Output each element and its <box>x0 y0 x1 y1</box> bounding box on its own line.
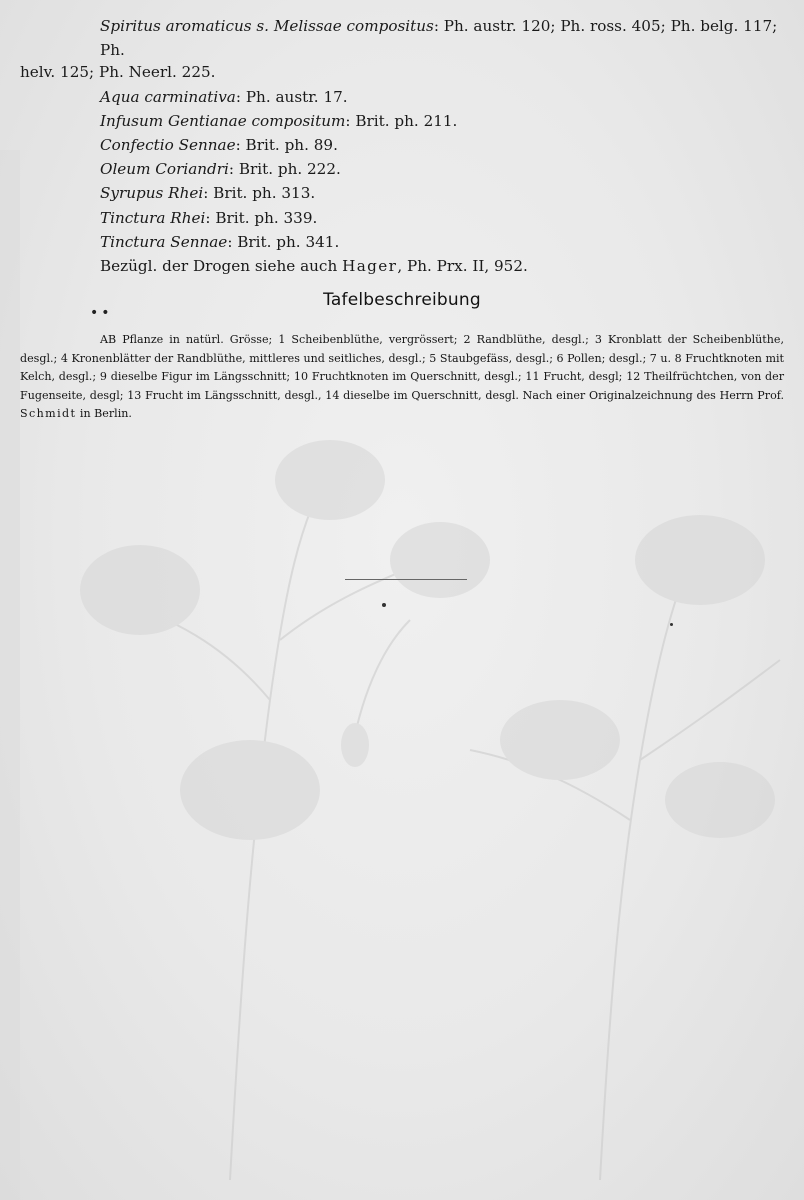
ink-speck <box>382 603 386 607</box>
drug-note-suffix: , Ph. Prx. II, 952. <box>397 256 528 275</box>
plate-description-end: in Berlin. <box>79 407 132 420</box>
illustrator-name: Schmidt <box>20 407 77 420</box>
reference-item: Aqua carminativa: Ph. austr. 17. <box>100 87 348 106</box>
preparation-name: Syrupus Rhei <box>100 184 204 203</box>
pharmacopoeia-source: Brit. ph. 211. <box>355 111 458 130</box>
preparation-name: Tinctura Rhei <box>100 208 206 227</box>
pharmacopoeia-source: Brit. ph. 89. <box>245 135 338 154</box>
pharmacopoeia-source: Brit. ph. 339. <box>215 208 318 227</box>
plate-description-main: AB Pflanze in natürl. Grösse; 1 Scheibenblüthe, vergrössert; 2 Randblüthe, desgl.; 3 Kronblatt der Scheibenblüthe, desgl.; 4 Kronenblätter der Randblüthe, mittleres und seitliches, desgl.; 5 Staubgefäss, desgl.; 6 Pollen; desgl.; 7 u. 8 Fruchtknoten mit Kelch, desgl.; 9 dieselbe Figur im Längsschnitt; 10 Fruchtknoten im Querschnitt, desgl.; 11 Frucht, desgl; 12 Theilfrüchtchen, von der Fugenseite, desgl; 13 Frucht im Längsschnitt, desgl., 14 dieselbe im Querschnitt, desgl. Nach einer Originalzeichnung des Herrn Prof. <box>20 333 784 402</box>
reference-item: Spiritus aromaticus s. Melissae compositus: Ph. austr. 120; Ph. ross. 405; Ph. belg. 117; Ph. <box>100 17 778 60</box>
plate-heading: Tafelbeschreibung <box>323 290 481 310</box>
drug-note-prefix: Bezügl. der Drogen siehe auch <box>100 256 338 275</box>
preparation-name: Aqua carminativa <box>100 87 236 106</box>
reference-item: Tinctura Sennae: Brit. ph. 341. <box>100 232 340 251</box>
section-divider <box>345 579 467 580</box>
pharmacopoeia-source: Ph. austr. 17. <box>245 87 348 106</box>
pharmacopoeia-source: Ph. austr. 120; Ph. ross. 405; Ph. belg. 117; Ph. <box>100 17 778 60</box>
reference-list <box>20 14 786 278</box>
reference-item: Oleum Coriandri: Brit. ph. 222. <box>100 160 341 179</box>
preparation-name: Confectio Sennae <box>100 135 236 154</box>
ink-speck <box>670 623 673 626</box>
reference-item: Syrupus Rhei: Brit. ph. 313. <box>100 184 316 203</box>
reference-continuation: helv. 125; Ph. Neerl. 225. <box>20 63 216 82</box>
drug-note-author: Hager <box>342 256 398 275</box>
plate-description <box>20 331 784 424</box>
reference-item: Tinctura Rhei: Brit. ph. 339. <box>100 208 318 227</box>
preparation-name: Infusum Gentianae compositum <box>100 111 346 130</box>
pharmacopoeia-source: Brit. ph. 222. <box>238 160 341 179</box>
preparation-name: Spiritus aromaticus s. Melissae compositus <box>100 17 434 35</box>
reference-item: Confectio Sennae: Brit. ph. 89. <box>100 135 338 154</box>
decorative-dots: •• <box>90 305 113 321</box>
preparation-name: Tinctura Sennae <box>100 232 228 251</box>
reference-item: Infusum Gentianae compositum: Brit. ph. 211. <box>100 111 458 130</box>
drug-note <box>20 254 786 278</box>
pharmacopoeia-source: Brit. ph. 341. <box>237 232 340 251</box>
preparation-name: Oleum Coriandri <box>100 160 229 179</box>
pharmacopoeia-source: Brit. ph. 313. <box>213 184 316 203</box>
